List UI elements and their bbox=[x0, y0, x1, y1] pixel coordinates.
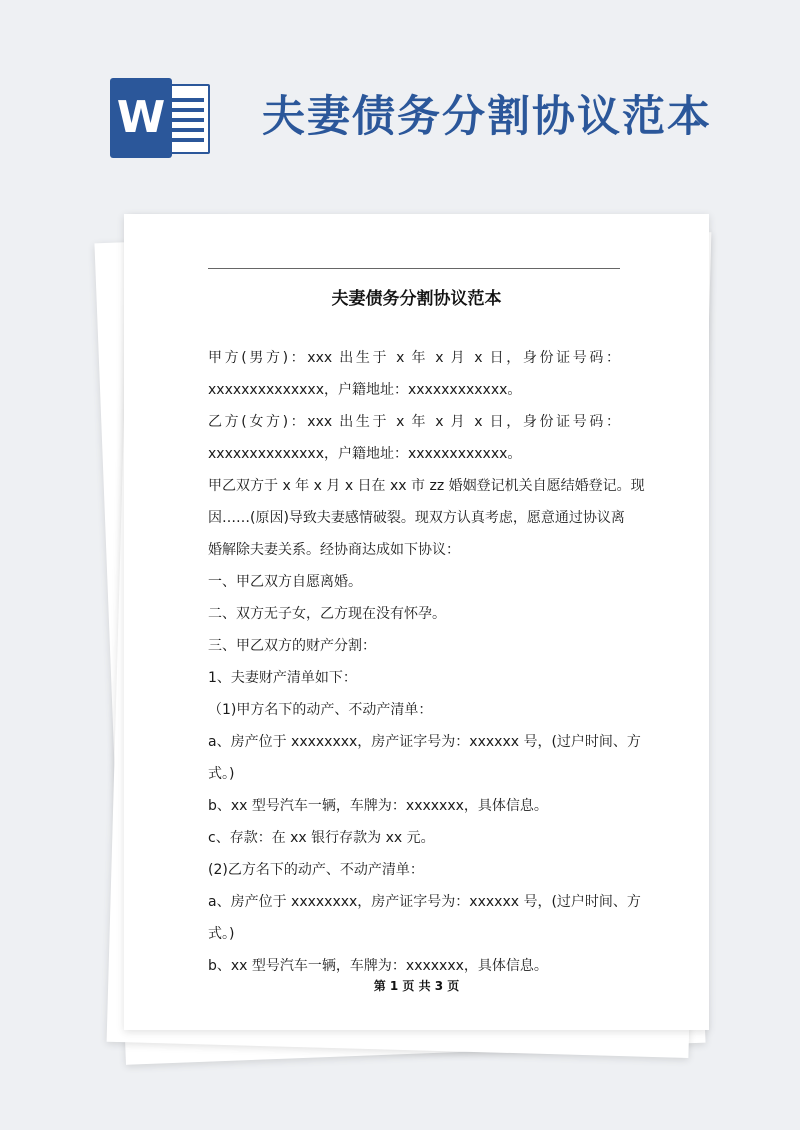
body-line: b、xx 型号汽车一辆，车牌为：xxxxxxx，具体信息。 bbox=[208, 958, 548, 974]
document-title: 夫妻债务分割协议范本 bbox=[331, 289, 502, 309]
body-line: xxxxxxxxxxxxxx，户籍地址：xxxxxxxxxxxx。 bbox=[208, 382, 522, 398]
body-line: 甲乙双方于 x 年 x 月 x 日在 xx 市 zz 婚姻登记机关自愿结婚登记。现 bbox=[208, 478, 645, 494]
body-line: 三、甲乙双方的财产分割： bbox=[208, 638, 376, 654]
body-line: 一、甲乙双方自愿离婚。 bbox=[208, 574, 362, 590]
body-line: 二、双方无子女，乙方现在没有怀孕。 bbox=[208, 606, 446, 622]
body-line: c、存款：在 xx 银行存款为 xx 元。 bbox=[208, 830, 435, 846]
body-line: 1、夫妻财产清单如下： bbox=[208, 670, 357, 686]
body-line: 甲方(男方)：xxx 出生于 x 年 x 月 x 日，身份证号码： bbox=[208, 350, 620, 366]
body-line: 式。) bbox=[208, 926, 235, 942]
banner bbox=[0, 0, 800, 200]
body-line: 因……(原因)导致夫妻感情破裂。现双方认真考虑，愿意通过协议离 bbox=[208, 510, 625, 526]
body-line: 乙方(女方)：xxx 出生于 x 年 x 月 x 日，身份证号码： bbox=[208, 414, 620, 430]
banner-title: 夫妻债务分割协议范本 bbox=[262, 92, 712, 142]
word-logo-letter: W bbox=[110, 78, 172, 158]
body-line: b、xx 型号汽车一辆，车牌为：xxxxxxx，具体信息。 bbox=[208, 798, 548, 814]
document-body bbox=[208, 342, 645, 982]
body-line: xxxxxxxxxxxxxx，户籍地址：xxxxxxxxxxxx。 bbox=[208, 446, 522, 462]
body-line: a、房产位于 xxxxxxxx，房产证字号为：xxxxxx 号，(过户时间、方 bbox=[208, 894, 641, 910]
header-rule bbox=[208, 268, 620, 269]
body-line: (2)乙方名下的动产、不动产清单： bbox=[208, 862, 424, 878]
body-line: （1)甲方名下的动产、不动产清单： bbox=[208, 702, 433, 718]
body-line: 婚解除夫妻关系。经协商达成如下协议： bbox=[208, 542, 460, 558]
body-line: 式。) bbox=[208, 766, 235, 782]
word-document-icon bbox=[110, 78, 214, 158]
body-line: a、房产位于 xxxxxxxx，房产证字号为：xxxxxx 号，(过户时间、方 bbox=[208, 734, 641, 750]
page-number: 第 1 页 共 3 页 bbox=[373, 979, 460, 993]
document-page bbox=[124, 214, 709, 1030]
